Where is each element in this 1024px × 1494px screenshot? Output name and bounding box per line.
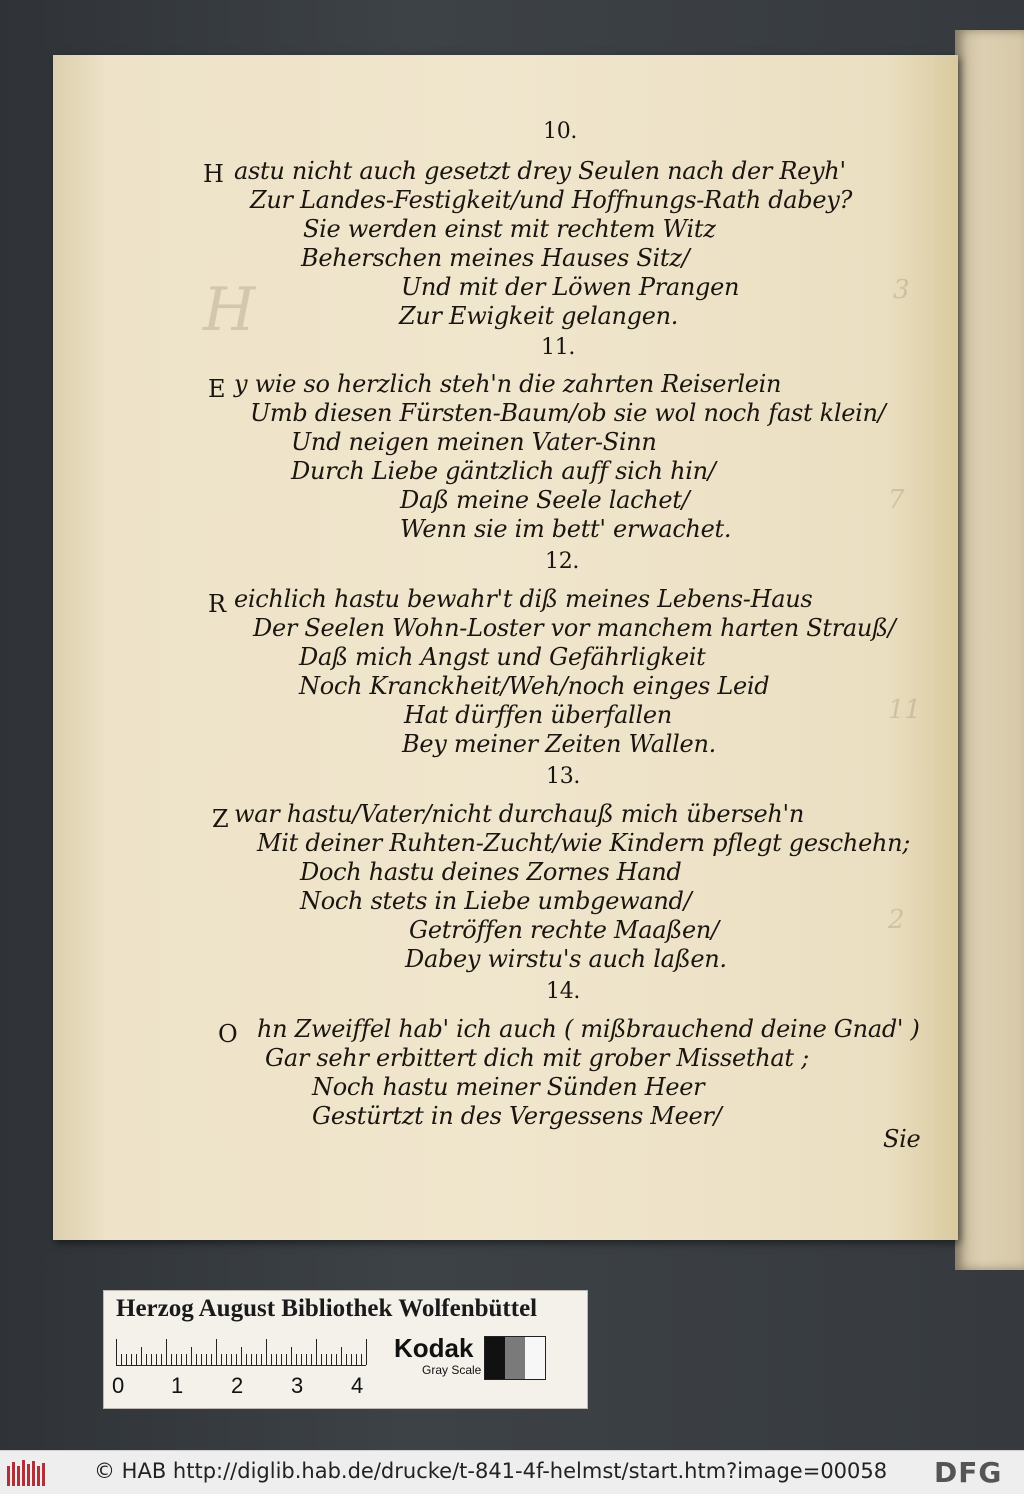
ruler-number: 0 (112, 1373, 125, 1398)
stanza-11-line: Daß meine Seele lachet/ (400, 486, 690, 514)
ruler-tick (231, 1354, 232, 1365)
stanza-13-initial: Z (212, 805, 229, 833)
ruler-tick (171, 1354, 172, 1365)
ruler-tick (346, 1354, 347, 1365)
stanza-12-line: Bey meiner Zeiten Wallen. (402, 730, 716, 758)
ruler-tick (116, 1339, 117, 1365)
stanza-10-line: astu nicht auch gesetzt drey Seulen nach der Reyh' (234, 157, 846, 185)
ruler-tick (341, 1347, 342, 1365)
ruler-number: 4 (351, 1373, 364, 1398)
facing-page-edge (955, 30, 1024, 1270)
stanza-12-initial: R (208, 590, 226, 618)
ruler-tick (156, 1354, 157, 1365)
stanza-11-line: Durch Liebe gäntzlich auff sich hin/ (291, 457, 716, 485)
library-name: Herzog August Bibliothek Wolfenbüttel (116, 1295, 538, 1322)
ruler-tick (161, 1354, 162, 1365)
stanza-14-number: 14. (546, 979, 581, 1004)
ruler-tick (131, 1354, 132, 1365)
stanza-10-line: Zur Landes-Festigkeit/und Hoffnungs-Rath dabey? (250, 186, 853, 214)
stanza-12-line: Noch Kranckheit/Weh/noch einges Leid (299, 672, 770, 700)
ruler-tick (356, 1354, 357, 1365)
stanza-11-line: Wenn sie im bett' erwachet. (400, 515, 732, 543)
gray-scale-label: Gray Scale (422, 1363, 482, 1377)
stanza-11-line: y wie so herzlich steh'n die zahrten Reiserlein (234, 370, 782, 398)
ruler-tick (186, 1354, 187, 1365)
ruler-tick (146, 1354, 147, 1365)
ruler-tick (181, 1354, 182, 1365)
show-through-text: H (203, 275, 256, 345)
stanza-10-line: Und mit der Löwen Prangen (401, 273, 740, 301)
swatch-white (525, 1337, 545, 1379)
show-through-text: 3 (893, 275, 910, 305)
ruler-tick (351, 1354, 352, 1365)
ruler-tick (331, 1354, 332, 1365)
stanza-13-line: Mit deiner Ruhten-Zucht/wie Kindern pflegt geschehn; (257, 829, 911, 857)
ruler-tick (196, 1354, 197, 1365)
ruler-tick (126, 1354, 127, 1365)
ruler-scale (116, 1337, 366, 1366)
ruler-tick (246, 1354, 247, 1365)
stanza-13-line: Dabey wirstu's auch laßen. (405, 945, 727, 973)
stanza-14-initial: O (218, 1020, 238, 1048)
ruler-tick (226, 1354, 227, 1365)
stanza-12-number: 12. (545, 549, 580, 574)
stanza-14-line: Noch hastu meiner Sünden Heer (312, 1073, 705, 1101)
ruler-tick (251, 1354, 252, 1365)
stanza-13-line: Doch hastu deines Zornes Hand (300, 858, 682, 886)
ruler-tick (206, 1354, 207, 1365)
ruler-tick (311, 1354, 312, 1365)
stanza-14-line: Gestürtzt in des Vergessens Meer/ (312, 1102, 722, 1130)
ruler-tick (241, 1347, 242, 1365)
viewer-footer (0, 1450, 1024, 1494)
ruler-tick (201, 1354, 202, 1365)
stanza-13-number: 13. (546, 764, 581, 789)
color-scale-card (103, 1290, 588, 1409)
ruler-tick (136, 1354, 137, 1365)
ruler-tick (151, 1354, 152, 1365)
ruler-tick (166, 1339, 167, 1365)
show-through-text: 7 (888, 485, 905, 515)
ruler-tick (276, 1354, 277, 1365)
stanza-14-line: hn Zweiffel hab' ich auch ( mißbrauchend deine Gnad' ) (257, 1015, 920, 1043)
stanza-12-line: Der Seelen Wohn-Loster vor manchem harten Strauß/ (253, 614, 896, 642)
ruler-number: 2 (231, 1373, 244, 1398)
ruler-tick (301, 1354, 302, 1365)
stanza-10-line: Beherschen meines Hauses Sitz/ (301, 244, 690, 272)
ruler-tick (221, 1354, 222, 1365)
hab-logo-icon (6, 1458, 50, 1488)
ruler-tick (121, 1354, 122, 1365)
ruler-tick (261, 1354, 262, 1365)
ruler-tick (191, 1347, 192, 1365)
ruler-tick (211, 1354, 212, 1365)
ruler-tick (361, 1354, 362, 1365)
stanza-12-line: eichlich hastu bewahr't diß meines Lebens-Haus (234, 585, 813, 613)
catchword: Sie (883, 1125, 921, 1153)
stanza-11-initial: E (208, 375, 226, 403)
ruler-tick (296, 1354, 297, 1365)
ruler-tick (286, 1354, 287, 1365)
show-through-text: 11 (888, 695, 922, 725)
ruler-tick (271, 1354, 272, 1365)
stanza-10-line: Sie werden einst mit rechtem Witz (303, 215, 716, 243)
ruler-tick (281, 1354, 282, 1365)
stanza-10-number: 10. (543, 119, 578, 144)
show-through-text: 2 (888, 905, 905, 935)
ruler-tick (141, 1347, 142, 1365)
ruler-tick (366, 1339, 367, 1365)
ruler-tick (266, 1339, 267, 1365)
dfg-logo: DFG (934, 1456, 1003, 1489)
ruler-tick (256, 1354, 257, 1365)
ruler-tick (236, 1354, 237, 1365)
ruler-number: 1 (171, 1373, 184, 1398)
ruler-tick (291, 1347, 292, 1365)
ruler-tick (306, 1354, 307, 1365)
stanza-10-initial: H (203, 160, 224, 188)
stanza-13-line: war hastu/Vater/nicht durchauß mich überseh'n (234, 800, 804, 828)
ruler-tick (316, 1339, 317, 1365)
ruler-tick (176, 1354, 177, 1365)
kodak-brand: Kodak (394, 1333, 474, 1363)
stanza-11-line: Umb diesen Fürsten-Baum/ob sie wol noch fast klein/ (250, 399, 886, 427)
ruler-tick (321, 1354, 322, 1365)
stanza-12-line: Hat dürffen überfallen (404, 701, 672, 729)
book-page (53, 55, 958, 1240)
stanza-12-line: Daß mich Angst und Gefährligkeit (299, 643, 706, 671)
stanza-10-line: Zur Ewigkeit gelangen. (399, 302, 679, 330)
ruler-tick (216, 1339, 217, 1365)
ruler-number: 3 (291, 1373, 304, 1398)
stanza-13-line: Getröffen rechte Maaßen/ (409, 916, 719, 944)
swatch-gray (505, 1337, 525, 1379)
footer-url-text: © HAB http://diglib.hab.de/drucke/t-841-4f-helmst/start.htm?image=00058 (94, 1459, 888, 1483)
stanza-14-line: Gar sehr erbittert dich mit grober Missethat ; (265, 1044, 809, 1072)
stanza-11-line: Und neigen meinen Vater-Sinn (291, 428, 657, 456)
ruler-tick (326, 1354, 327, 1365)
ruler-tick (336, 1354, 337, 1365)
stanza-11-number: 11. (541, 335, 576, 360)
gray-swatches (484, 1336, 546, 1380)
stanza-13-line: Noch stets in Liebe umbgewand/ (300, 887, 692, 915)
swatch-black (485, 1337, 505, 1379)
